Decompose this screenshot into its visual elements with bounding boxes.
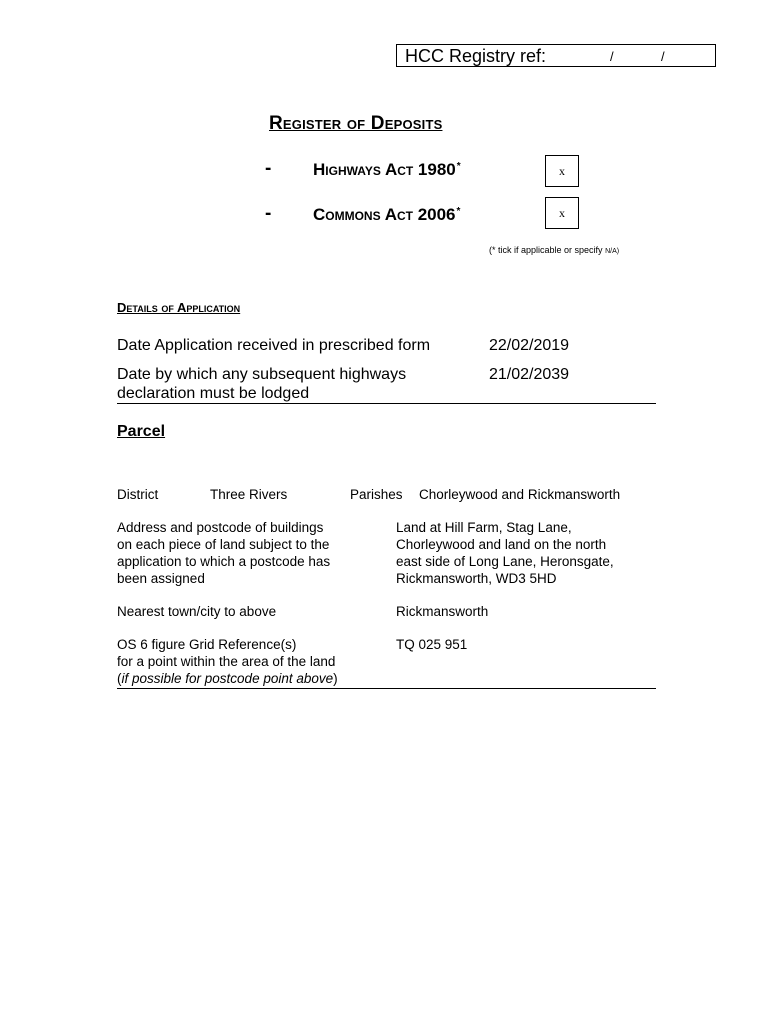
grid-label-line: for a point within the area of the land [117,654,336,669]
address-label-line: application to which a postcode has [117,554,331,569]
grid-label-line: OS 6 figure Grid Reference(s) [117,637,297,652]
tick-note-na: N/A) [605,248,620,255]
district-label: District [117,487,159,502]
address-value-line: east side of Long Lane, Heronsgate, [396,554,614,569]
parcel-heading: Parcel [117,423,166,440]
address-value-line: Land at Hill Farm, Stag Lane, [396,520,572,535]
declaration-date-value: 21/02/2039 [489,366,570,383]
grid-label-italic: if possible for postcode point above [121,671,334,686]
address-label [117,519,330,587]
highways-act-checkbox[interactable] [545,155,579,187]
parishes-label: Parishes [350,487,403,502]
registry-ref-slash: / [610,49,614,64]
registry-ref-slash: / [661,49,665,64]
grid-reference-label [117,636,338,687]
details-heading: Details of Application [117,300,241,315]
tick-mark: x [559,163,565,178]
declaration-label-line: declaration must be lodged [117,385,310,402]
declaration-date-label [117,365,406,403]
address-label-line: been assigned [117,571,205,586]
grid-label-paren: ) [333,671,338,686]
address-value-line: Rickmansworth, WD3 5HD [396,571,557,586]
act-commons-label [313,205,460,225]
act-commons-text: Commons Act 2006 [313,205,456,224]
act-asterisk: * [456,206,461,217]
address-label-line: Address and postcode of buildings [117,520,324,535]
parishes-value: Chorleywood and Rickmansworth [419,487,621,502]
grid-label-line [117,670,338,687]
page-title: Register of Deposits [269,113,443,134]
act-asterisk: * [456,161,461,172]
tick-note-text: (* tick if applicable or specify [489,245,603,255]
grid-reference-value: TQ 025 951 [396,637,468,652]
act-bullet: - [265,158,272,179]
divider [117,403,656,404]
date-received-value: 22/02/2019 [489,337,570,354]
commons-act-checkbox[interactable] [545,197,579,229]
tick-note [489,245,619,255]
tick-mark: x [559,205,565,220]
grid-label-paren: ( [117,671,122,686]
declaration-label-line: Date by which any subsequent highways [117,366,407,383]
date-received-label: Date Application received in prescribed form [117,337,431,354]
act-bullet: - [265,203,272,224]
act-highways-label [313,160,461,180]
address-label-line: on each piece of land subject to the [117,537,330,552]
address-value [396,519,614,587]
registry-ref-box[interactable] [396,44,716,67]
divider [117,688,656,689]
nearest-town-value: Rickmansworth [396,604,489,619]
address-value-line: Chorleywood and land on the north [396,537,607,552]
nearest-town-label: Nearest town/city to above [117,604,277,619]
registry-ref-label: HCC Registry ref: [405,46,547,66]
act-highways-text: Highways Act 1980 [313,160,456,179]
district-value: Three Rivers [210,487,288,502]
